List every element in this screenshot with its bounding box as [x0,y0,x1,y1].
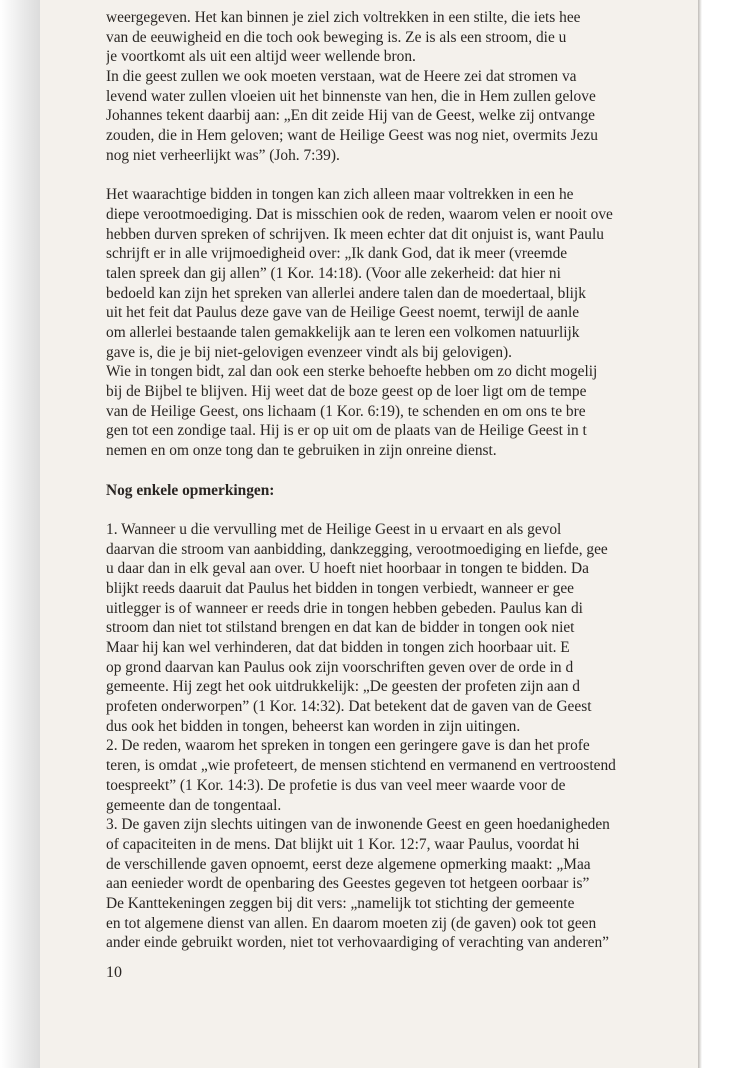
text-line: Wie in tongen bidt, zal dan ook een sterke behoefte hebben om zo dicht mogelij [106,363,598,381]
text-line: ander einde gebruikt worden, niet tot verhovaardiging of verachting van anderen” [106,934,609,952]
text-line: 3. De gaven zijn slechts uitingen van de inwonende Geest en geen hoedanigheden [106,816,610,834]
paragraph [106,185,698,461]
text-line: blijkt reeds daaruit dat Paulus het bidden in tongen verbiedt, wanneer er gee [106,579,574,597]
page-body-text [106,8,698,953]
text-line: stroom dan niet tot stilstand brengen en dat kan de bidder in tongen ook niet [106,619,575,637]
text-line: op grond daarvan kan Paulus ook zijn voorschriften geven over de orde in d [106,658,574,676]
text-line: 1. Wanneer u die vervulling met de Heilige Geest in u ervaart en als gevol [106,520,562,538]
text-line: nog niet verheerlijkt was” (Joh. 7:39). [106,146,340,164]
text-line: om allerlei bestaande talen gemakkelijk aan te leren een volkomen natuurlijk [106,324,580,341]
text-line: hebben durven spreken of schrijven. Ik meen echter dat dit onjuist is, want Paulu [106,225,604,243]
text-line: nemen en om onze tong dan te gebruiken in zijn onreine dienst. [106,442,497,460]
text-line: talen spreek dan gij allen” (1 Kor. 14:18). (Voor alle zekerheid: dat hier ni [106,264,561,282]
text-line: schrijft er in alle vrijmoedigheid over: „Ik dank God, dat ik meer (vreemde [106,245,568,263]
text-line: van de eeuwigheid en die toch ook beweging is. Ze is als een stroom, die u [106,28,567,46]
text-line: De Kanttekeningen zeggen bij dit vers: „namelijk tot stichting der gemeente [106,894,575,912]
text-line: zouden, die in Hem geloven; want de Heilige Geest was nog niet, overmits Jezu [106,127,598,145]
text-line: u daar dan in elk geval aan over. U hoeft niet hoorbaar in tongen te bidden. Da [106,560,589,578]
paragraph-gap [106,461,698,481]
text-line: en tot algemene dienst van allen. En daarom moeten zij (de gaven) ook tot geen [106,914,597,932]
text-line: gemeente dan de tongentaal. [106,796,282,814]
paragraph [106,8,698,166]
text-line: gemeente. Hij zegt het ook uitdrukkelijk: „De geesten der profeten zijn aan d [106,678,580,696]
text-line: toespreekt” (1 Kor. 14:3). De profetie is dus van veel meer waarde voor de [106,776,566,794]
text-line: de verschillende gaven opnoemt, eerst deze algemene opmerking maakt: „Maa [106,855,591,873]
paragraph [106,520,698,953]
text-line: levend water zullen vloeien uit het binnenste van hen, die in Hem zullen gelove [106,87,596,105]
text-line: teren, is omdat „wie profeteert, de mensen stichtend en vermanend en vertroostend [106,757,616,775]
text-line: of capaciteiten in de mens. Dat blijkt uit 1 Kor. 12:7, waar Paulus, voordat hi [106,835,580,853]
text-line: aan eenieder wordt de openbaring des Geestes gegeven tot hetgeen oorbaar is” [106,875,590,893]
text-line: dus ook het bidden in tongen, beheerst kan worden in zijn uitingen. [106,717,521,735]
text-line: Johannes tekent daarbij aan: „En dit zeide Hij van de Geest, welke zij ontvange [106,107,595,125]
text-line: gen tot een zondige taal. Hij is er op uit om de plaats van de Heilige Geest in t [106,422,587,440]
text-line: diepe verootmoediging. Dat is misschien ook de reden, waarom velen er nooit ove [106,205,613,223]
text-line: uitlegger is of wanneer er reeds drie in tongen hebben gebeden. Paulus kan di [106,599,583,617]
text-line: gave is, die je bij niet-gelovigen evenzeer vindt als bij gelovigen). [106,343,513,361]
scan-right-margin [698,0,738,1068]
page-number: 10 [106,964,122,981]
text-line: weergegeven. Het kan binnen je ziel zich voltrekken in een stilte, die iets hee [106,9,581,26]
text-line: profeten onderworpen” (1 Kor. 14:32). Dat betekent dat de gaven van de Geest [106,698,592,716]
text-line: bedoeld kan zijn het spreken van allerlei andere talen dan de moedertaal, blijk [106,284,586,302]
text-line: daarvan die stroom van aanbidding, dankzegging, verootmoediging en liefde, gee [106,540,608,558]
section-heading: Nog enkele opmerkingen: [106,481,275,499]
text-line: bij de Bijbel te blijven. Hij weet dat de boze geest op de loer ligt om de tempe [106,383,587,401]
text-line: van de Heilige Geest, ons lichaam (1 Kor. 6:19), te schenden en om ons te bre [106,402,586,420]
text-line: je voortkomt als uit een altijd weer wellende bron. [106,48,416,66]
text-line: Het waarachtige bidden in tongen kan zich alleen maar voltrekken in een he [106,186,574,204]
paragraph-gap [106,166,698,186]
text-line: Maar hij kan wel verhinderen, dat dat bidden in tongen zich hoorbaar uit. E [106,639,570,656]
text-line: In die geest zullen we ook moeten verstaan, wat de Heere zei dat stromen va [106,68,577,86]
paragraph-gap [106,500,698,520]
text-line: uit het feit dat Paulus deze gave van de Heilige Geest noemt, terwijl de aanle [106,304,580,322]
scan-left-margin [0,0,40,1068]
page-edge-shadow [698,0,702,1068]
text-line: 2. De reden, waarom het spreken in tongen een geringere gave is dan het profe [106,737,590,755]
